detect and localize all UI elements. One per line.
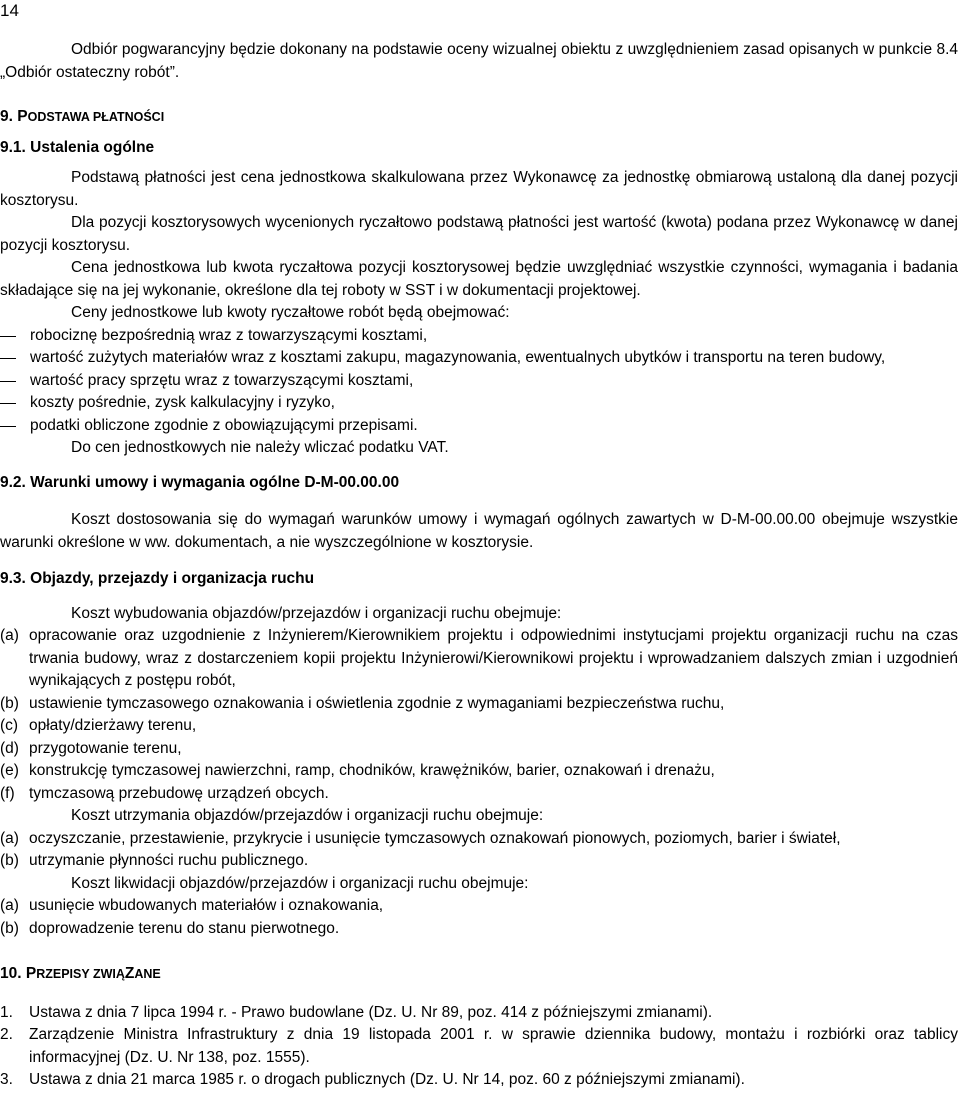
list-item: (f) tymczasową przebudowę urządzeń obcych. — [0, 784, 329, 802]
list-item: (b) doprowadzenie terenu do stanu pierwotnego. — [0, 919, 340, 937]
section-9-heading: 9. PODSTAWA PŁATNOŚCI — [0, 108, 165, 125]
build-cost-intro: Koszt wybudowania objazdów/przejazdów i organizacji ruchu obejmuje: — [71, 604, 562, 622]
section-9-2-heading: 9.2. Warunki umowy i wymagania ogólne D-M-00.00.00 — [0, 473, 400, 491]
list-item: (d) przygotowanie terenu, — [0, 739, 182, 757]
list-item: wartość zużytych materiałów wraz z kosztami zakupu, magazynowania, ewentualnych ubytków i transportu na teren budowy, — [0, 347, 958, 370]
s91-paragraph-1: Podstawą płatności jest cena jednostkowa skalkulowana przez Wykonawcę za jednostkę obmiarową ustaloną dla danej pozycji kosztorysu. — [0, 169, 958, 209]
maintenance-cost-intro: Koszt utrzymania objazdów/przejazdów i organizacji ruchu obejmuje: — [71, 807, 544, 824]
s91-paragraph-4: Ceny jednostkowe lub kwoty ryczałtowe robót będą obejmować: — [71, 304, 510, 321]
list-item: wartość pracy sprzętu wraz z towarzyszącymi kosztami, — [0, 370, 958, 393]
list-item: (a) usunięcie wbudowanych materiałów i oznakowania, — [0, 897, 384, 914]
maintenance-cost-list — [0, 828, 958, 873]
list-item: koszty pośrednie, zysk kalkulacyjny i ryzyko, — [0, 392, 958, 415]
s91-paragraph-3: Cena jednostkowa lub kwota ryczałtowa pozycji kosztorysowej będzie uwzględniać wszystkie czynności, wymagania i badania składające się na jej wykonanie, określone dla tej roboty w SST i w dokumentacji projektowej. — [0, 259, 958, 299]
dash-bullet — [0, 325, 30, 348]
dash-bullet — [0, 415, 30, 438]
liquidation-cost-list — [0, 895, 958, 940]
page-number: 14 — [0, 1, 19, 20]
dash-bullet — [0, 392, 30, 415]
dash-bullet — [0, 347, 30, 370]
list-item: (b) ustawienie tymczasowego oznakowania i oświetlenia zgodnie z wymaganiami bezpieczeństwa ruchu, — [0, 694, 725, 712]
cost-components-list — [0, 325, 958, 438]
section-9-1-heading: 9.1. Ustalenia ogólne — [0, 138, 155, 156]
intro-paragraph: Odbiór pogwarancyjny będzie dokonany na podstawie oceny wizualnej obiektu z uwzględnieniem zasad opisanych w punkcie 8.4 „Odbiór ostateczny robót”. — [0, 41, 958, 81]
list-item: (a) oczyszczanie, przestawienie, przykrycie i usunięcie tymczasowych oznakowań pionowych, poziomych, barier i świateł, — [0, 829, 841, 847]
list-item: robociznę bezpośrednią wraz z towarzyszącymi kosztami, — [0, 325, 958, 348]
list-item: 1. Ustawa z dnia 7 lipca 1994 r. - Prawo budowlane (Dz. U. Nr 89, poz. 414 z późniejszymi zmianami). — [0, 1003, 713, 1021]
liquidation-cost-intro: Koszt likwidacji objazdów/przejazdów i organizacji ruchu obejmuje: — [71, 874, 529, 892]
list-item: (a) opracowanie oraz uzgodnienie z Inżynierem/Kierownikiem projektu i odpowiednimi instytucjami projektu organizacji ruchu na czas trwania budowy, wraz z dostarczeniem kopii projektu Inżynierowi/Kierownikowi projektu i wprowadzaniem dalszych zmian i uzgodnień wynikających z postępu robót, — [0, 627, 958, 689]
list-item: (e) konstrukcję tymczasowej nawierzchni, ramp, chodników, krawężników, barier, oznakowań i drenażu, — [0, 762, 715, 779]
s91-paragraph-2: Dla pozycji kosztorysowych wycenionych ryczałtowo podstawą płatności jest wartość (kwota) podana przez Wykonawcę w danej pozycji kosztorysu. — [0, 214, 958, 254]
section-10-heading: 10. PRZEPISY ZWIĄZANE — [0, 965, 161, 982]
build-cost-list — [0, 625, 958, 805]
regulations-list — [0, 1002, 958, 1092]
list-item: 3. Ustawa z dnia 21 marca 1985 r. o drogach publicznych (Dz. U. Nr 14, poz. 60 z późniejszymi zmianami). — [0, 1071, 745, 1088]
list-item: (c) opłaty/dzierżawy terenu, — [0, 717, 197, 734]
document-body — [0, 39, 958, 1092]
list-item: 2. Zarządzenie Ministra Infrastruktury z dnia 19 listopada 2001 r. w sprawie dziennika budowy, montażu i rozbiórki oraz tablicy informacyjnej (Dz. U. Nr 138, poz. 1555). — [0, 1026, 958, 1066]
s91-paragraph-5: Do cen jednostkowych nie należy wliczać podatku VAT. — [71, 439, 449, 456]
list-item: podatki obliczone zgodnie z obowiązującymi przepisami. — [0, 415, 958, 438]
dash-bullet — [0, 370, 30, 393]
s92-paragraph-1: Koszt dostosowania się do wymagań warunków umowy i wymagań ogólnych zawartych w D-M-00.00.00 obejmuje wszystkie warunki określone w ww. dokumentach, a nie wyszczególnione w kosztorysie. — [0, 511, 958, 551]
list-item: (b) utrzymanie płynności ruchu publicznego. — [0, 852, 309, 869]
section-9-3-heading: 9.3. Objazdy, przejazdy i organizacja ruchu — [0, 570, 315, 587]
